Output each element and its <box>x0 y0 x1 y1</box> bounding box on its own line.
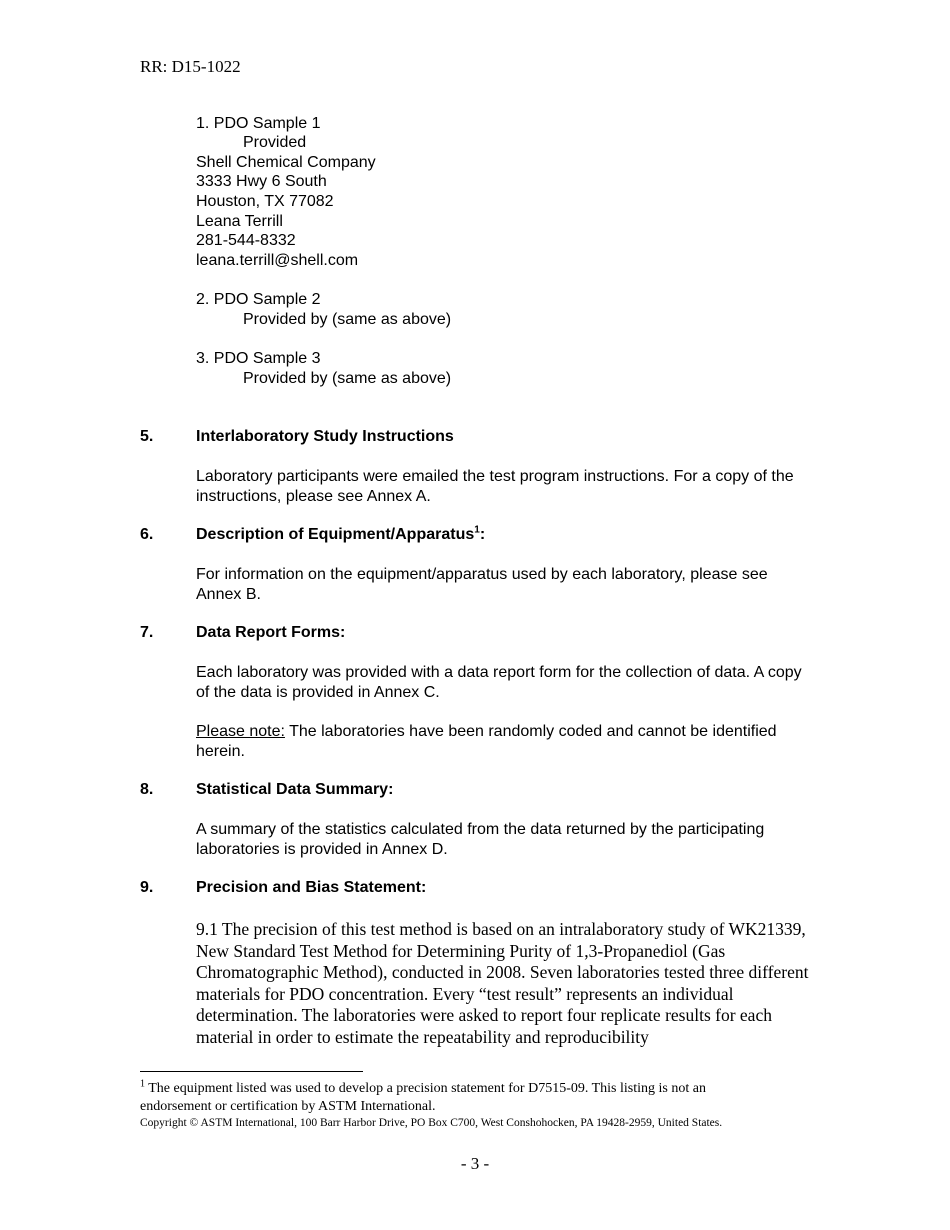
footnote-text: The equipment listed was used to develop a precision statement for D7515-09. This listing is not an <box>145 1081 706 1096</box>
sample-2-title: 2. PDO Sample 2 <box>196 291 321 308</box>
section-5-heading: Interlaboratory Study Instructions <box>196 428 454 445</box>
section-7-heading: Data Report Forms: <box>196 624 346 641</box>
document-id-header: RR: D15-1022 <box>140 57 241 76</box>
sample-3-title: 3. PDO Sample 3 <box>196 350 321 367</box>
section-9-number: 9. <box>140 879 154 896</box>
section-8-heading: Statistical Data Summary: <box>196 781 394 798</box>
sample-1-phone: 281-544-8332 <box>196 232 296 249</box>
copyright-notice: Copyright © ASTM International, 100 Barr Harbor Drive, PO Box C700, West Conshohocken, PA 19428-2959, United States. <box>140 1117 723 1129</box>
sample-1-provided: Provided <box>243 134 307 151</box>
section-9-heading: Precision and Bias Statement: <box>196 879 427 896</box>
sample-1-address-line: 3333 Hwy 6 South <box>196 173 327 190</box>
section-6-heading-text: Description of Equipment/Apparatus <box>196 526 475 543</box>
section-6-body: For information on the equipment/apparatus used by each laboratory, please see Annex B. <box>196 566 768 603</box>
section-7-note <box>196 722 816 761</box>
sample-2-provided: Provided by (same as above) <box>243 311 452 328</box>
section-6-heading-suffix: : <box>479 526 486 543</box>
section-7-body: Each laboratory was provided with a data report form for the collection of data. A copy of the data is provided in Annex C. <box>196 664 802 701</box>
section-5-number: 5. <box>140 428 154 445</box>
sample-1-address-line: Shell Chemical Company <box>196 154 376 171</box>
page-number: - 3 - <box>460 1154 490 1173</box>
footnote-line-1 <box>140 1078 706 1097</box>
section-8-number: 8. <box>140 781 154 798</box>
sample-1-email: leana.terrill@shell.com <box>196 252 359 269</box>
footnote-line-2: endorsement or certification by ASTM International. <box>140 1099 436 1114</box>
note-label: Please note: <box>196 723 285 740</box>
sample-1-title: 1. PDO Sample 1 <box>196 115 321 132</box>
footnote-divider <box>140 1071 363 1072</box>
sample-3-provided: Provided by (same as above) <box>243 370 452 387</box>
footnote-marker: 1 <box>140 1078 145 1090</box>
section-8-body: A summary of the statistics calculated from the data returned by the participating laboratories is provided in Annex D. <box>196 821 765 858</box>
section-9-body: 9.1 The precision of this test method is based on an intralaboratory study of WK21339, New Standard Test Method for Determining Purity of 1,3-Propanediol (Gas Chromatographic Method), conducted in 2008. Seven laboratories tested three different materials for PDO concentration. Every “test result” represents an individual determination. The laboratories were asked to report four replicate results for each material in order to estimate the repeatability and reproducibility <box>196 919 809 1047</box>
section-5-body: Laboratory participants were emailed the test program instructions. For a copy of the instructions, please see Annex A. <box>196 468 794 505</box>
sample-1-contact-name: Leana Terrill <box>196 213 283 230</box>
section-7-number: 7. <box>140 624 154 641</box>
section-6-number: 6. <box>140 526 154 543</box>
sample-1-address-line: Houston, TX 77082 <box>196 193 334 210</box>
footnote-reference: 1 <box>474 524 480 536</box>
note-text: The laboratories have been randomly coded and cannot be identified herein. <box>196 723 777 760</box>
section-6-heading <box>196 526 485 544</box>
